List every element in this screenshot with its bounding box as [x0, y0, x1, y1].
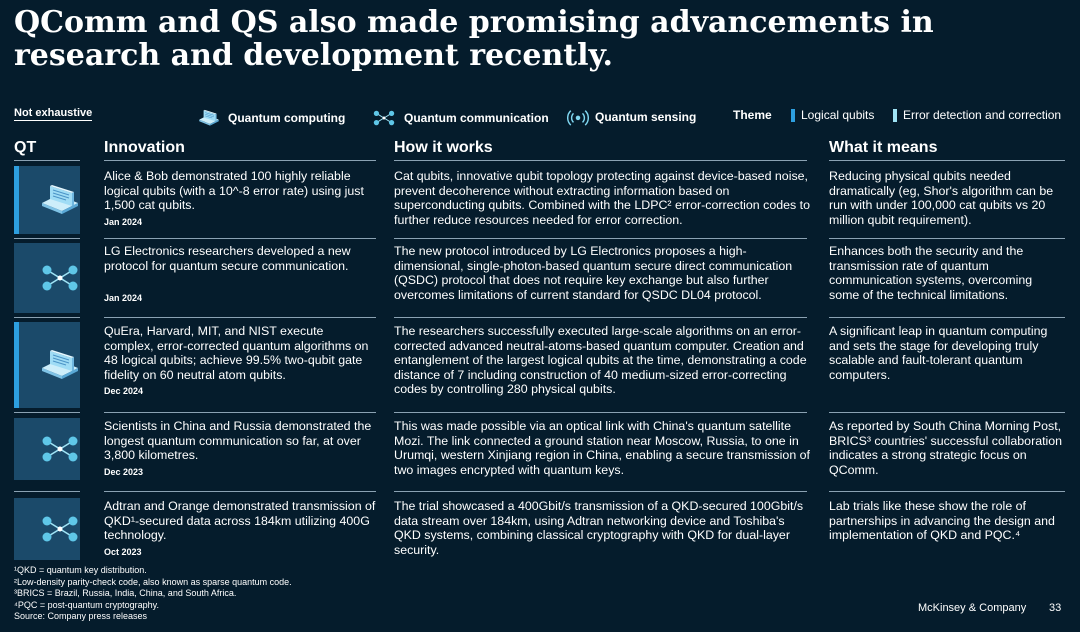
what-it-means-cell: As reported by South China Morning Post, BRICS³ countries' successful collaboration indicates a strong strategic focus on QComm. — [829, 419, 1063, 477]
legend-communication: Quantum communication — [370, 108, 549, 128]
row-divider — [394, 317, 807, 318]
qt-tile — [14, 243, 80, 313]
quantum-communication-icon — [36, 512, 84, 546]
how-it-works-cell: The researchers successfully executed large-scale algorithms on an error-corrected advanced neutral-atoms-based quantum computer. Creation and entanglement of the largest logical qubits at the time, demonstrating a code distance of 7 including construction of 40 medium-sized error-correcting codes by controlling 280 physical qubits. — [394, 324, 807, 397]
how-it-works-cell: This was made possible via an optical link with China's quantum satellite Mozi. The link connected a ground station near Moscow, Russia, to one in Urumqi, western Xinjiang region in China, enabling a secure transmission of two images encrypted with quantum keys. — [394, 419, 810, 477]
innovation-cell: QuEra, Harvard, MIT, and NIST execute complex, error-corrected quantum algorithms on 48 logical qubits; achieve 99.5% two-qubit gate fidelity on 60 neutral atom qubits. Dec 2024 — [104, 324, 376, 399]
source-note: Source: Company press releases — [14, 611, 148, 622]
date-label: Jan 2024 — [104, 216, 143, 227]
row-divider — [104, 238, 376, 239]
error-detection-swatch — [893, 109, 897, 122]
not-exhaustive-label: Not exhaustive — [14, 107, 93, 119]
row-divider — [14, 412, 80, 413]
table-row — [0, 418, 1080, 480]
row-divider — [104, 317, 376, 318]
theme-bar-logical-qubits — [14, 166, 19, 234]
what-it-means-cell: A significant leap in quantum computing and sets the stage for developing truly scalable and fault-tolerant quantum computers. — [829, 324, 1048, 382]
how-it-works-cell: Cat qubits, innovative qubit topology protecting against device-based noise, prevent decoherence without extracting information based on superconducting qubits. Combined with the LDPC² error-correction codes to further reduce resources needed for error correction. — [394, 169, 810, 227]
qt-tile — [14, 498, 80, 560]
brand-name: McKinsey & Company — [918, 602, 1027, 614]
theme-bar-logical-qubits — [14, 322, 19, 408]
row-divider — [829, 491, 1065, 492]
table-row — [0, 166, 1080, 234]
date-label: Dec 2023 — [104, 466, 144, 477]
quantum-communication-icon — [36, 432, 84, 466]
row-divider — [829, 412, 1065, 413]
quantum-communication-icon — [36, 261, 84, 295]
what-it-means-cell: Enhances both the security and the transmission rate of quantum communication systems, overcoming some of the technical limitations. — [829, 244, 1033, 302]
innovation-cell: LG Electronics researchers developed a new protocol for quantum secure communication. Jan 2024 — [104, 244, 376, 306]
footnote: ¹QKD = quantum key distribution. — [14, 565, 147, 575]
row-divider — [104, 491, 376, 492]
header-qt: QT — [14, 139, 37, 156]
quantum-communication-icon — [370, 108, 398, 128]
date-label: Dec 2024 — [104, 386, 144, 397]
legend-computing: Quantum computing — [196, 108, 345, 128]
row-divider — [104, 412, 376, 413]
legend-error-detection: Error detection and correction — [893, 108, 1061, 122]
table-row — [0, 243, 1080, 313]
row-divider — [394, 491, 807, 492]
footnotes — [14, 565, 292, 623]
row-divider — [14, 317, 80, 318]
row-divider — [14, 491, 80, 492]
qt-tile — [14, 418, 80, 480]
row-divider — [829, 238, 1065, 239]
footnote: ³BRICS = Brazil, Russia, India, China, and South Africa. — [14, 588, 237, 599]
footnote: ²Low-density parity-check code, also known as sparse quantum code. — [14, 576, 292, 587]
table-row — [0, 498, 1080, 560]
row-divider — [394, 238, 807, 239]
page-number: 33 — [1049, 602, 1062, 614]
header-how-it-works: How it works — [394, 139, 493, 156]
header-rule — [14, 160, 80, 161]
innovation-cell: Alice & Bob demonstrated 100 highly reliable logical qubits (with a 10^-8 error rate) using just 1,500 cat qubits. Jan 2024 — [104, 169, 376, 229]
what-it-means-cell: Reducing physical qubits needed dramatically (eg, Shor's algorithm can be run with under 100,000 cat qubits vs 20 million qubit requirement). — [829, 169, 1054, 227]
date-label: Oct 2023 — [104, 546, 142, 557]
legend — [0, 108, 1080, 126]
how-it-works-cell: The new protocol introduced by LG Electronics proposes a high-dimensional, single-photon-based quantum secure direct communication (QSDC) protocol that does not require key exchange but also further overcomes limitations of current standard for QSDC DL04 protocol. — [394, 244, 793, 302]
qt-tile — [14, 166, 80, 234]
date-label: Jan 2024 — [104, 293, 143, 304]
header-innovation: Innovation — [104, 139, 185, 156]
row-divider — [14, 238, 80, 239]
header-what-it-means: What it means — [829, 139, 938, 156]
what-it-means-cell: Lab trials like these show the role of partnerships in advancing the design and implementation of QKD and PQC.⁴ — [829, 499, 1055, 543]
header-rule — [104, 160, 376, 161]
row-divider — [829, 317, 1065, 318]
logical-qubits-swatch — [791, 109, 795, 122]
qt-tile — [14, 322, 80, 408]
page-title: QComm and QS also made promising advancements in research and development recently. — [14, 5, 934, 73]
how-it-works-cell: The trial showcased a 400Gbit/s transmission of a QKD-secured 100Gbit/s data stream over 184km, using Adtran networking device and Toshiba's QKD systems, combining classical cryptography with QKD for dual-layer security. — [394, 499, 804, 557]
row-divider — [394, 412, 807, 413]
header-rule — [394, 160, 807, 161]
footnote: ⁴PQC = post-quantum cryptography. — [14, 599, 160, 610]
quantum-computing-icon — [196, 108, 222, 128]
quantum-sensing-icon — [567, 108, 589, 126]
innovation-cell: Adtran and Orange demonstrated transmission of QKD¹-secured data across 184km utilizing 400G technology. Oct 2023 — [104, 499, 376, 559]
table-row — [0, 322, 1080, 408]
quantum-computing-icon — [36, 183, 84, 217]
legend-theme-label: Theme — [733, 108, 772, 122]
legend-sensing: Quantum sensing — [567, 108, 696, 126]
legend-logical-qubits: Logical qubits — [791, 108, 874, 122]
quantum-computing-icon — [36, 348, 84, 382]
header-rule — [829, 160, 1065, 161]
innovation-cell: Scientists in China and Russia demonstrated the longest quantum communication so far, at over 3,800 kilometres. Dec 2023 — [104, 419, 376, 479]
